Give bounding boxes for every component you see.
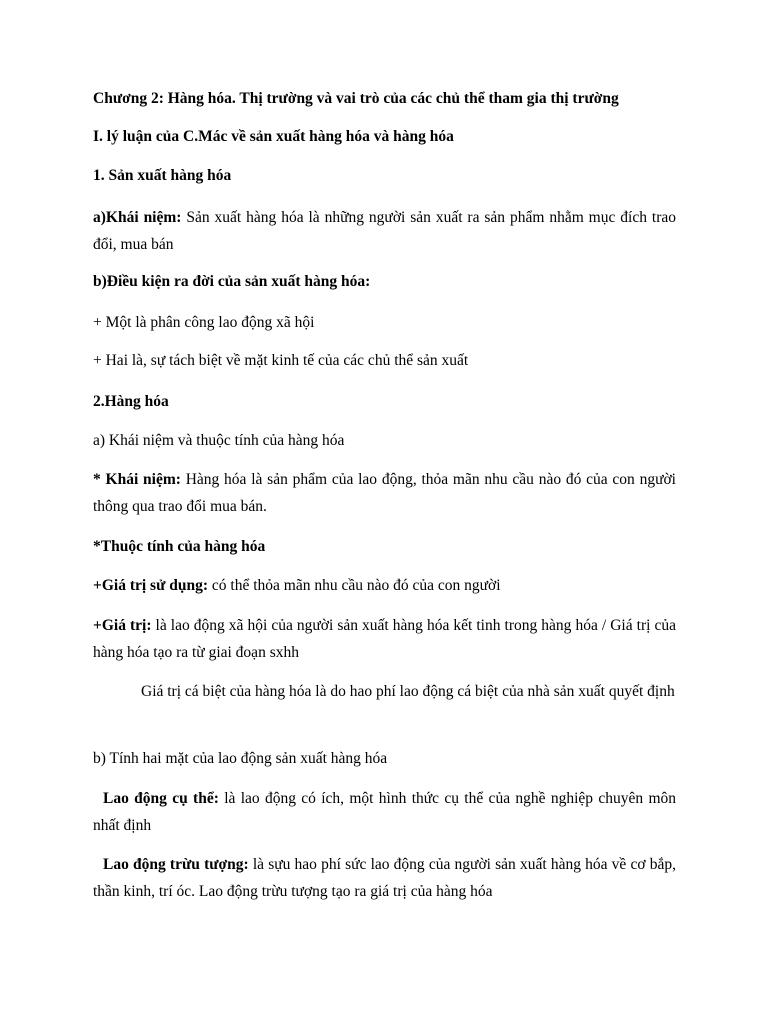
term-label: Lao động cụ thể: <box>103 790 219 807</box>
term-label: Lao động trừu tượng: <box>103 856 249 873</box>
paragraph-individual-value: Giá trị cá biệt của hàng hóa là do hao phí lao động cá biệt của nhà sản xuất quyết định <box>141 683 675 700</box>
subsection-title-commodity: 2.Hàng hóa <box>93 393 169 410</box>
section-title: I. lý luận của C.Mác về sản xuất hàng hóa và hàng hóa <box>93 128 454 145</box>
paragraph-text: là sựu hao phí sức lao động của người sản xuất hàng hóa về cơ bắp, thần kinh, trí óc. Lao động trừu tượng tạo ra giá trị của hàng hóa <box>93 856 676 900</box>
term-label: +Giá trị: <box>93 617 152 634</box>
paragraph-value <box>93 612 676 666</box>
term-label: +Giá trị sử dụng: <box>93 577 209 594</box>
paragraph-concrete-labor <box>93 785 676 839</box>
chapter-title: Chương 2: Hàng hóa. Thị trường và vai trò của các chủ thể tham gia thị trường <box>93 90 619 107</box>
paragraph-abstract-labor <box>93 851 676 905</box>
paragraph-text: Sản xuất hàng hóa là những người sản xuất ra sản phẩm nhằm mục đích trao đổi, mua bán <box>93 209 676 253</box>
condition-item-1: + Một là phân công lao động xã hội <box>93 314 315 331</box>
attributes-title: *Thuộc tính của hàng hóa <box>93 538 266 555</box>
paragraph-use-value <box>93 572 676 599</box>
paragraph-concept-attributes: a) Khái niệm và thuộc tính của hàng hóa <box>93 432 345 449</box>
paragraph-text: Hàng hóa là sản phẩm của lao động, thỏa mãn nhu cầu nào đó của con người thông qua trao đổi mua bán. <box>93 471 676 515</box>
term-label: * Khái niệm: <box>93 471 181 488</box>
conditions-title: b)Điều kiện ra đời của sản xuất hàng hóa: <box>93 273 371 290</box>
paragraph-text: có thể thỏa mãn nhu cầu nào đó của con người <box>208 577 501 594</box>
paragraph-text: là lao động xã hội của người sản xuất hàng hóa kết tinh trong hàng hóa / Giá trị của hàng hóa tạo ra từ giai đoạn sxhh <box>93 617 676 661</box>
term-label: a)Khái niệm: <box>93 209 182 226</box>
paragraph-commodity-concept <box>93 466 676 520</box>
subsection-title-production: 1. Sản xuất hàng hóa <box>93 167 232 184</box>
condition-item-2: + Hai là, sự tách biệt về mặt kinh tế của các chủ thể sản xuất <box>93 352 469 369</box>
paragraph-text: là lao động có ích, một hình thức cụ thể của nghề nghiệp chuyên môn nhất định <box>93 790 676 834</box>
paragraph-concept-production <box>93 204 676 258</box>
paragraph-two-sides-labor: b) Tính hai mặt của lao động sản xuất hàng hóa <box>93 750 388 767</box>
